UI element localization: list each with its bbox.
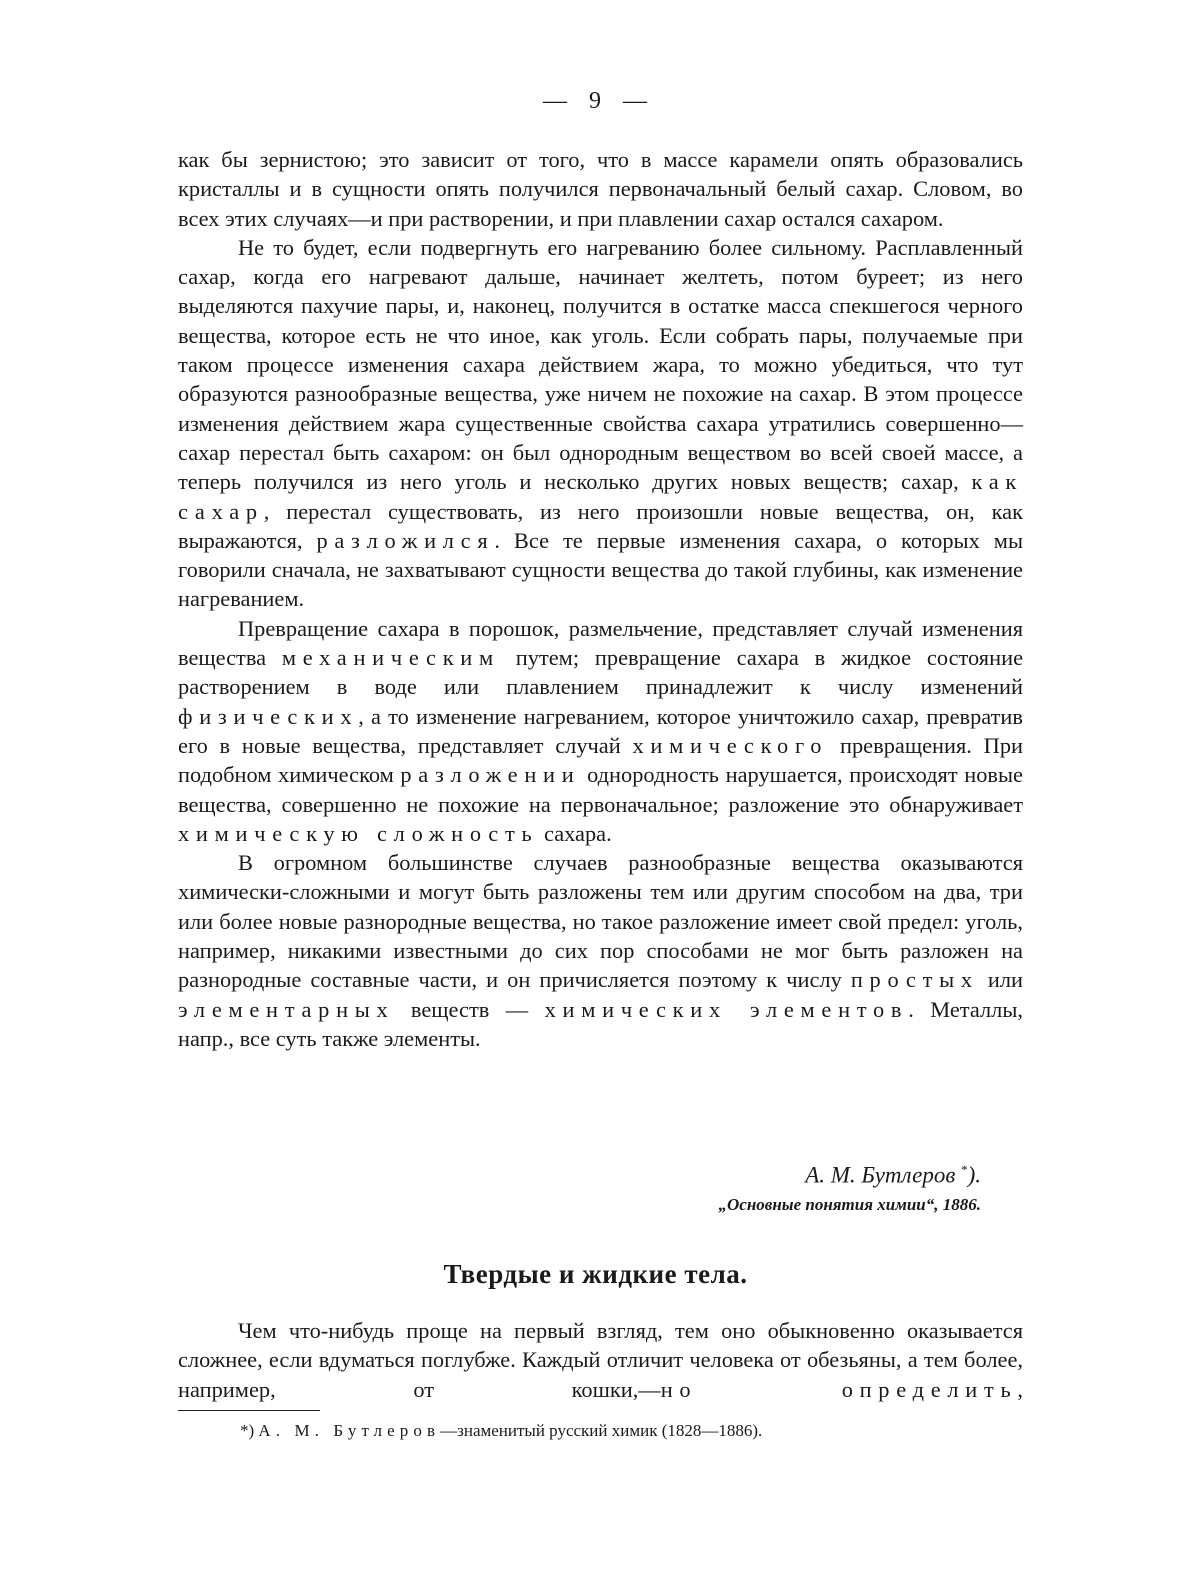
page-number: — 9 — bbox=[543, 88, 648, 114]
text-run: , bbox=[1017, 1376, 1023, 1402]
spaced-emphasis: физических bbox=[178, 703, 359, 729]
paragraph bbox=[178, 614, 1023, 848]
text-run: Чем что-нибудь проще на первый взгляд, тем оно обыкновенно оказывается сложнее, если вдуматься поглубже. Каждый отличит человека от обезьяны, а тем более, например, от кошки,— bbox=[178, 1318, 1023, 1402]
spaced-emphasis: химических элементов bbox=[544, 996, 909, 1022]
footnote bbox=[240, 1418, 762, 1444]
text-run: веществ — bbox=[394, 996, 545, 1022]
text-run: Не то будет, если подвергнуть его нагреванию более сильному. Расплавленный сахар, когда его нагревают дальше, начинает желтеть, потом буреет; из него выделяются пахучие пары, и, наконец, получится в остатке масса спекшегося черного вещества, которое есть не что иное, как уголь. Если собрать пары, получаемые при таком процессе изменения сахара действием жара, то можно убедиться, что тут образуются разнообразные вещества, уже ничем не похожие на сахар. В этом процессе изменения действием жара существенные свойства сахара утратились совершенно—сахар перестал быть сахаром: он был однородным веществом во всей своей массе, а теперь получился из него уголь и несколько других новых веществ; сахар, bbox=[178, 234, 1023, 495]
footnote-name: А. М. Бутлеров bbox=[258, 1421, 441, 1440]
quote-attribution bbox=[719, 1155, 981, 1219]
paragraph bbox=[178, 233, 1023, 614]
text-run: однородность нарушается, происходят новые вещества, совершенно не похожие на первоначальное; разложение это обнаруживает bbox=[178, 762, 1023, 817]
attribution-author-line bbox=[719, 1155, 981, 1191]
spaced-emphasis: разложении bbox=[400, 762, 581, 788]
attribution-author: А. М. Бутлеров bbox=[805, 1162, 956, 1188]
section-text bbox=[178, 1316, 1023, 1404]
spaced-emphasis: механическим bbox=[281, 645, 500, 671]
spaced-emphasis: но определить bbox=[660, 1376, 1018, 1402]
spaced-emphasis: химического bbox=[632, 732, 829, 758]
section-paragraph bbox=[178, 1316, 1023, 1404]
section-heading: Твердые и жидкие тела. bbox=[443, 1259, 748, 1289]
paragraph bbox=[178, 848, 1023, 1053]
text-run: или bbox=[978, 967, 1023, 993]
text-run: В огромном большинстве случаев разнообразные вещества оказываются химически-сложными и могут быть разложены тем или другим способом на два, три или более новые разнородные вещества, но такое разложение имеет свой предел: уголь, например, никакими известными до сих пор способами не мог быть разложен на разнородные составные части, и он причисляется поэтому к числу bbox=[178, 850, 1023, 993]
spaced-emphasis: простых bbox=[850, 967, 979, 993]
attribution-source: „Основные понятия химии“, 1886. bbox=[718, 1194, 981, 1214]
text-run: . Все те первые изменения сахара, о которых мы говорили сначала, не захватывают сущности вещества до такой глубины, как изменение нагреванием. bbox=[178, 527, 1023, 612]
footnote-mark: *) bbox=[240, 1421, 255, 1440]
text-run: превращения. При подобном химическом bbox=[178, 732, 1023, 788]
spaced-emphasis: как сахар bbox=[178, 469, 1023, 524]
footnote-rule bbox=[178, 1410, 320, 1411]
text-run: как бы зернистою; это зависит от того, что в массе карамели опять образовались кристаллы и в сущности опять получился первоначальный белый сахар. Словом, во всех этих случаях—и при растворении, и при плавлении сахар остался сахаром. bbox=[178, 147, 1023, 231]
main-text bbox=[178, 145, 1023, 1053]
text-run: Превращение сахара в порошок, размельчение, представляет случай изменения вещества bbox=[178, 615, 1023, 671]
text-run: путем; превращение сахара в жидкое состояние растворением в воде или плавлением принадлежит к числу изменений bbox=[178, 645, 1024, 700]
spaced-emphasis: разложился bbox=[316, 527, 495, 553]
footnote-text: —знаменитый русский химик (1828—1886). bbox=[440, 1421, 763, 1440]
attribution-author-close: ). bbox=[967, 1162, 981, 1188]
spaced-emphasis: химическую сложность bbox=[178, 820, 539, 846]
text-run: , перестал существовать, из него произошли новые вещества, он, как выражаются, bbox=[178, 498, 1023, 553]
text-run: . Металлы, напр., все суть также элементы. bbox=[178, 996, 1023, 1051]
text-run: сахара. bbox=[538, 820, 612, 846]
text-run: , а то изменение нагреванием, которое уничтожило сахар, превратив его в новые вещества, представляет случай bbox=[178, 703, 1023, 758]
paragraph bbox=[178, 145, 1023, 233]
attribution-footnote-mark: * bbox=[961, 1162, 968, 1177]
spaced-emphasis: элементарных bbox=[178, 996, 395, 1022]
